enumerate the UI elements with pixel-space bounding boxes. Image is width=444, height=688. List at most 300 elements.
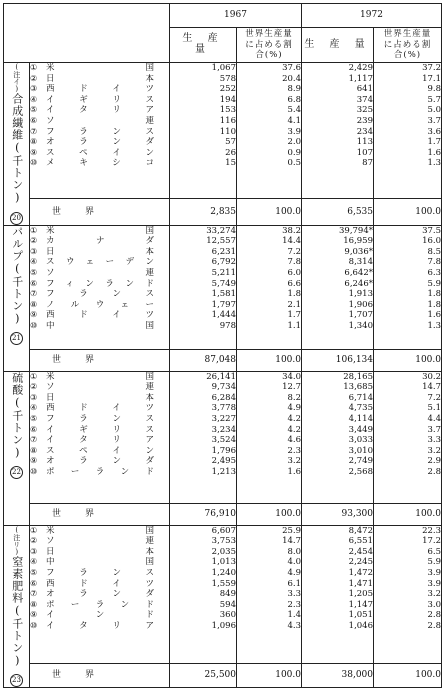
rank-marker: ⑨ [30, 310, 38, 320]
table-row [30, 403, 169, 414]
value-cell: 17.2 [422, 536, 441, 547]
value-cell: 3.2 [287, 456, 301, 467]
value-cell: 2,454 [348, 546, 373, 557]
value-cell: 3,778 [211, 403, 236, 414]
total-share-1972: 100.0 [374, 349, 442, 371]
section-note: (注リ) [12, 525, 21, 556]
value-cell: 3.3 [427, 435, 441, 446]
value-cell: 5.0 [427, 105, 441, 116]
country-name: ノルウェー [46, 299, 154, 310]
country-name: 西ドイツ [46, 310, 154, 321]
value-cell: 2,245 [348, 557, 373, 568]
value-cell: 3,524 [211, 435, 236, 446]
value-cell: 7.2 [427, 392, 441, 403]
table-row [30, 446, 169, 457]
country-name: フランス [46, 289, 154, 300]
production-1972-column [302, 63, 374, 199]
section-label-text: パルプ(千トン) [10, 225, 24, 326]
value-cell: 1.3 [427, 320, 441, 331]
value-cell: 252 [219, 84, 236, 95]
value-cell: 1,013 [211, 557, 236, 568]
value-cell: 113 [356, 137, 373, 148]
value-cell: 12,557 [206, 236, 236, 247]
value-cell: 1,205 [348, 589, 373, 600]
country-name: ポーランド [46, 599, 154, 610]
table-row [30, 310, 169, 321]
value-cell: 3,234 [211, 424, 236, 435]
table-row [30, 526, 169, 537]
section-number: 22 [10, 466, 23, 479]
table-row [30, 148, 169, 159]
table-row [30, 547, 169, 558]
rank-marker: ⑨ [30, 456, 38, 466]
value-cell: 1,472 [348, 567, 373, 578]
country-name: 米国 [46, 525, 154, 536]
value-cell: 8.5 [427, 246, 441, 257]
table-row [30, 557, 169, 568]
table-row [30, 610, 169, 621]
section-title [11, 63, 22, 205]
value-cell: 594 [219, 599, 236, 610]
value-cell: 4.9 [287, 567, 301, 578]
share-1967-column [237, 225, 302, 349]
rank-marker: ② [30, 236, 38, 246]
country-column [30, 63, 170, 199]
section-number: 23 [10, 674, 23, 687]
country-name: 米国 [46, 63, 154, 73]
production-1972-column [302, 525, 374, 663]
country-name: イタリア [46, 105, 154, 116]
country-name: スペイン [46, 147, 154, 158]
section-number: 20 [10, 212, 23, 225]
rank-marker: ⑨ [30, 610, 38, 620]
rank-marker: ⑨ [30, 147, 38, 157]
country-name: 日本 [46, 246, 154, 257]
country-name: 日本 [46, 546, 154, 557]
production-1967-column [170, 371, 237, 503]
value-cell: 1.6 [427, 310, 441, 321]
rank-marker: ⑩ [30, 620, 38, 630]
table-row [30, 589, 169, 600]
value-cell: 3.7 [427, 424, 441, 435]
value-cell: 25.9 [282, 525, 301, 536]
value-cell: 6,284 [211, 392, 236, 403]
share-1972-column [374, 225, 442, 349]
value-cell: 2.3 [287, 445, 301, 456]
total-share-1967: 100.0 [237, 503, 302, 525]
value-cell: 4,735 [348, 403, 373, 414]
table-row [30, 579, 169, 590]
value-cell: 978 [219, 320, 236, 331]
country-name: イタリア [46, 620, 154, 631]
country-name: イタリア [46, 435, 154, 446]
value-cell: 14.7 [422, 382, 441, 393]
production-1967-column [170, 63, 237, 199]
table-row [30, 414, 169, 425]
table-row [30, 236, 169, 247]
value-cell: 2.8 [427, 620, 441, 631]
value-cell: 1,067 [211, 63, 236, 73]
value-cell: 1,797 [211, 299, 236, 310]
value-cell: 4.0 [287, 557, 301, 568]
total-label: 世界 [30, 199, 170, 225]
table-row [30, 382, 169, 393]
value-cell: 1,796 [211, 445, 236, 456]
value-cell: 2,035 [211, 546, 236, 557]
rank-marker: ⑧ [30, 299, 38, 309]
value-cell: 8,472 [348, 525, 373, 536]
corner-cell [4, 4, 170, 63]
value-cell: 6.8 [287, 94, 301, 105]
rank-marker: ③ [30, 546, 38, 556]
section-rows-synthetic [4, 63, 442, 199]
year-1972-header: 1972 [302, 4, 442, 28]
value-cell: 9,734 [211, 382, 236, 393]
country-name: スウェーデン [46, 257, 154, 268]
share-header-1967: 世界生産量 に占める割 合(%) [237, 28, 302, 63]
value-cell: 1.7 [287, 310, 301, 321]
value-cell: 6.3 [427, 267, 441, 278]
value-cell: 38.2 [282, 225, 301, 236]
value-cell: 37.2 [422, 63, 441, 73]
value-cell: 5.9 [427, 557, 441, 568]
value-cell: 3.3 [287, 589, 301, 600]
section-rows-nitrogen [4, 525, 442, 663]
value-cell: 2.0 [287, 137, 301, 148]
value-cell: 6,714 [348, 392, 373, 403]
country-name: 中国 [46, 320, 154, 331]
value-cell: 5.1 [427, 403, 441, 414]
value-cell: 1.8 [427, 289, 441, 300]
table-row [30, 127, 169, 138]
value-cell: 6.5 [427, 546, 441, 557]
value-cell: 17.1 [422, 73, 441, 84]
value-cell: 3.9 [427, 567, 441, 578]
country-name: メキシコ [46, 158, 154, 169]
value-cell: 1,213 [211, 466, 236, 477]
country-name: フランス [46, 413, 154, 424]
value-cell: 1.8 [287, 289, 301, 300]
country-name: カナダ [46, 236, 154, 247]
rank-marker: ⑥ [30, 424, 38, 434]
value-cell: 1.1 [287, 320, 301, 331]
section-label-synthetic [4, 63, 30, 226]
production-1972-column [302, 371, 374, 503]
section-label-sulfuric [4, 371, 30, 525]
value-cell: 4.4 [427, 413, 441, 424]
value-cell: 4.9 [287, 403, 301, 414]
value-cell: 6,792 [211, 257, 236, 268]
country-name: 西ドイツ [46, 403, 154, 414]
rank-marker: ⑦ [30, 435, 38, 445]
section-label-pulp [4, 225, 30, 371]
table-row [30, 321, 169, 332]
value-cell: 3,010 [348, 445, 373, 456]
table-row [30, 105, 169, 116]
value-cell: 1.6 [427, 147, 441, 158]
year-header-row [4, 4, 442, 28]
country-name: 西ドイツ [46, 578, 154, 589]
country-name: 中国 [46, 557, 154, 568]
value-cell: 1,471 [348, 578, 373, 589]
value-cell: 1.7 [427, 137, 441, 148]
share-1972-column [374, 371, 442, 503]
rank-marker: ③ [30, 392, 38, 402]
table-row [30, 247, 169, 258]
value-cell: 4.6 [287, 435, 301, 446]
table-row [30, 300, 169, 311]
value-cell: 1.3 [427, 158, 441, 169]
total-production-1967: 25,500 [170, 663, 237, 687]
value-cell: 8,314 [348, 257, 373, 268]
total-label: 世界 [30, 663, 170, 687]
rank-marker: ③ [30, 84, 38, 94]
value-cell: 22.3 [422, 525, 441, 536]
section-label-text: 合成繊維(千トン) [10, 93, 24, 205]
table-row [30, 74, 169, 85]
section-title [11, 372, 22, 460]
value-cell: 1,117 [348, 73, 373, 84]
total-share-1972: 100.0 [374, 199, 442, 225]
total-share-1972: 100.0 [374, 503, 442, 525]
total-share-1967: 100.0 [237, 663, 302, 687]
total-production-1967: 87,048 [170, 349, 237, 371]
value-cell: 2.1 [287, 299, 301, 310]
table-row [30, 279, 169, 290]
rank-marker: ④ [30, 94, 38, 104]
table-row [30, 257, 169, 268]
value-cell: 1,559 [211, 578, 236, 589]
value-cell: 3.6 [427, 126, 441, 137]
country-column [30, 225, 170, 349]
total-production-1967: 2,835 [170, 199, 237, 225]
rank-marker: ⑥ [30, 278, 38, 288]
value-cell: 7.8 [287, 257, 301, 268]
rank-marker: ③ [30, 246, 38, 256]
total-production-1972: 38,000 [302, 663, 374, 687]
value-cell: 1,147 [348, 599, 373, 610]
value-cell: 4.2 [287, 413, 301, 424]
value-cell: 116 [219, 115, 236, 126]
value-cell: 13,685 [343, 382, 373, 393]
table-row [30, 226, 169, 237]
value-cell: 2,568 [348, 466, 373, 477]
rank-marker: ② [30, 536, 38, 546]
total-row-sulfuric [4, 503, 442, 525]
value-cell: 6.6 [287, 278, 301, 289]
table-row [30, 137, 169, 148]
value-cell: 37.6 [282, 63, 301, 73]
value-cell: 5,211 [211, 267, 236, 278]
production-table [3, 3, 442, 688]
value-cell: 57 [225, 137, 236, 148]
section-title [11, 526, 22, 668]
rank-marker: ⑤ [30, 267, 38, 277]
value-cell: 6,551 [348, 536, 373, 547]
table-row [30, 425, 169, 436]
rank-marker: ② [30, 73, 38, 83]
country-name: オランダ [46, 589, 154, 600]
rank-marker: ⑤ [30, 413, 38, 423]
table-row [30, 621, 169, 632]
value-cell: 1,240 [211, 567, 236, 578]
value-cell: 1.8 [427, 299, 441, 310]
value-cell: 26 [225, 147, 236, 158]
value-cell: 9.8 [427, 84, 441, 95]
value-cell: 8.9 [287, 84, 301, 95]
value-cell: 3.0 [427, 599, 441, 610]
country-name: 日本 [46, 73, 154, 84]
value-cell: 3,227 [211, 413, 236, 424]
value-cell: 2.8 [427, 610, 441, 621]
value-cell: 110 [219, 126, 236, 137]
country-name: イギリス [46, 94, 154, 105]
rank-marker: ⑧ [30, 599, 38, 609]
rank-marker: ⑤ [30, 105, 38, 115]
rank-marker: ① [30, 225, 38, 235]
share-1972-column [374, 63, 442, 199]
country-name: ソ連 [46, 382, 154, 393]
value-cell: 6,642* [344, 267, 373, 278]
value-cell: 374 [356, 94, 373, 105]
value-cell: 3.7 [427, 115, 441, 126]
value-cell: 153 [219, 105, 236, 116]
value-cell: 1,707 [348, 310, 373, 321]
value-cell: 5.9 [427, 278, 441, 289]
value-cell: 6.0 [287, 267, 301, 278]
value-cell: 1,046 [348, 620, 373, 631]
value-cell: 5.7 [427, 94, 441, 105]
table-row [30, 158, 169, 169]
production-header-1972: 生 産 量 [302, 28, 374, 63]
table-row [30, 435, 169, 446]
value-cell: 325 [356, 105, 373, 116]
total-production-1972: 106,134 [302, 349, 374, 371]
value-cell: 14.4 [282, 236, 301, 247]
rank-marker: ⑥ [30, 578, 38, 588]
total-row-synthetic [4, 199, 442, 225]
value-cell: 12.7 [282, 382, 301, 393]
value-cell: 3.2 [427, 589, 441, 600]
table-row [30, 84, 169, 95]
country-name: 日本 [46, 392, 154, 403]
total-row-nitrogen [4, 663, 442, 687]
value-cell: 4,114 [348, 413, 373, 424]
value-cell: 4.1 [287, 115, 301, 126]
value-cell: 3,033 [348, 435, 373, 446]
value-cell: 2,429 [348, 63, 373, 73]
country-name: オランダ [46, 137, 154, 148]
country-name: インド [46, 610, 154, 621]
total-row-pulp [4, 349, 442, 371]
value-cell: 2,749 [348, 456, 373, 467]
total-production-1972: 6,535 [302, 199, 374, 225]
table-row [30, 95, 169, 106]
rank-marker: ⑦ [30, 289, 38, 299]
value-cell: 39,794* [339, 225, 373, 236]
value-cell: 0.9 [287, 147, 301, 158]
rank-marker: ⑧ [30, 445, 38, 455]
value-cell: 1.6 [287, 466, 301, 477]
value-cell: 30.2 [422, 371, 441, 382]
value-cell: 3.2 [427, 445, 441, 456]
country-name: イギリス [46, 424, 154, 435]
total-share-1967: 100.0 [237, 349, 302, 371]
value-cell: 34.0 [282, 371, 301, 382]
value-cell: 3,449 [348, 424, 373, 435]
value-cell: 4.3 [287, 620, 301, 631]
value-cell: 6,607 [211, 525, 236, 536]
value-cell: 16,959 [343, 236, 373, 247]
value-cell: 578 [219, 73, 236, 84]
total-production-1967: 76,910 [170, 503, 237, 525]
country-name: オランダ [46, 456, 154, 467]
value-cell: 9,036* [344, 246, 373, 257]
total-label: 世界 [30, 503, 170, 525]
total-label: 世界 [30, 349, 170, 371]
section-title [11, 226, 22, 326]
share-1967-column [237, 371, 302, 503]
country-column [30, 525, 170, 663]
rank-marker: ⑥ [30, 115, 38, 125]
value-cell: 641 [356, 84, 373, 95]
value-cell: 5.4 [287, 105, 301, 116]
rank-marker: ④ [30, 403, 38, 413]
table-row [30, 393, 169, 404]
country-name: ソ連 [46, 536, 154, 547]
production-1967-column [170, 225, 237, 349]
country-name: ポーランド [46, 466, 154, 477]
country-name: 米国 [46, 225, 154, 236]
value-cell: 1,906 [348, 299, 373, 310]
rank-marker: ① [30, 63, 38, 72]
total-share-1967: 100.0 [237, 199, 302, 225]
rank-marker: ① [30, 525, 38, 535]
value-cell: 14.7 [282, 536, 301, 547]
table-row [30, 289, 169, 300]
value-cell: 2.8 [427, 466, 441, 477]
rank-marker: ④ [30, 557, 38, 567]
value-cell: 33,274 [206, 225, 236, 236]
value-cell: 1,051 [348, 610, 373, 621]
year-1967-header: 1967 [170, 4, 302, 28]
value-cell: 37.5 [422, 225, 441, 236]
table-row [30, 456, 169, 467]
rank-marker: ⑩ [30, 158, 38, 168]
share-1972-column [374, 525, 442, 663]
section-rows-pulp [4, 225, 442, 349]
share-header-1972: 世界生産量 に占める割 合(%) [374, 28, 442, 63]
country-name: ソ連 [46, 267, 154, 278]
table-row [30, 268, 169, 279]
value-cell: 2.9 [427, 456, 441, 467]
value-cell: 1,096 [211, 620, 236, 631]
table-row [30, 63, 169, 74]
value-cell: 360 [219, 610, 236, 621]
value-cell: 7.8 [427, 257, 441, 268]
production-1972-column [302, 225, 374, 349]
total-share-1972: 100.0 [374, 663, 442, 687]
country-name: フランス [46, 567, 154, 578]
section-label-nitrogen [4, 525, 30, 688]
value-cell: 15 [225, 158, 236, 169]
value-cell: 234 [356, 126, 373, 137]
value-cell: 239 [356, 115, 373, 126]
value-cell: 3.9 [427, 578, 441, 589]
value-cell: 3,753 [211, 536, 236, 547]
rank-marker: ⑦ [30, 589, 38, 599]
value-cell: 0.5 [287, 158, 301, 169]
